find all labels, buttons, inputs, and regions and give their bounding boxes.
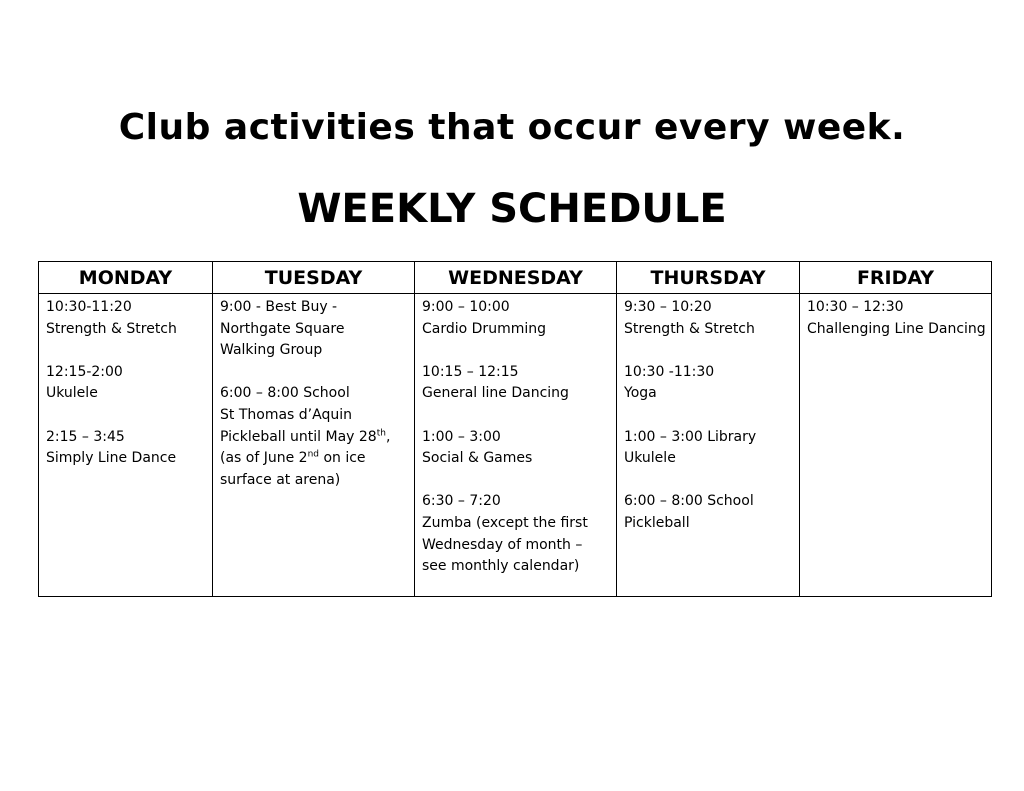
activity-line: Ukulele [624, 450, 676, 467]
activity-line: (as of June 2nd on ice [220, 449, 366, 467]
activity-line: Walking Group [220, 342, 323, 359]
activity-line: Strength & Stretch [46, 320, 177, 337]
activity-line: 2:15 – 3:45 [46, 428, 125, 445]
page-title: Club activities that occur every week. [118, 107, 906, 148]
activity-entry [624, 427, 793, 470]
activity-line: 10:30 -11:30 [624, 363, 715, 380]
activity-entry [624, 297, 793, 340]
activity-line: Ukulele [46, 385, 98, 402]
activity-line: Yoga [624, 385, 657, 402]
activity-entry [422, 362, 610, 405]
activity-line: 12:15-2:00 [46, 363, 123, 380]
day-header: FRIDAY [800, 262, 992, 294]
activity-line: 6:00 – 8:00 School [624, 493, 754, 510]
ordinal-suffix: nd [307, 449, 319, 460]
activity-entry [422, 427, 610, 470]
activity-line: Challenging Line Dancing [807, 320, 986, 337]
activity-line: Pickleball until May 28th, [220, 427, 391, 445]
activity-line: 9:00 - Best Buy - [220, 299, 338, 315]
activity-entry [422, 297, 610, 340]
activity-entry [422, 491, 610, 577]
activity-line: Pickleball [624, 514, 690, 531]
activity-line: 10:30-11:20 [46, 299, 132, 315]
schedule-heading: WEEKLY SCHEDULE [297, 186, 727, 232]
weekly-schedule-table [38, 261, 992, 597]
activity-line: see monthly calendar) [422, 558, 580, 575]
activity-line: Wednesday of month – [422, 536, 583, 553]
activity-entry [220, 297, 408, 362]
day-cell-wednesday [415, 294, 617, 597]
activity-line: 9:00 – 10:00 [422, 299, 510, 315]
activity-line: Northgate Square [220, 320, 345, 337]
activity-line: 10:15 – 12:15 [422, 363, 519, 380]
day-cell-friday [800, 294, 992, 597]
table-row [39, 294, 992, 597]
activity-entry [46, 297, 206, 340]
activity-entry [46, 427, 206, 470]
activity-line: Simply Line Dance [46, 450, 177, 467]
activity-entry [624, 491, 793, 534]
day-cell-monday [39, 294, 213, 597]
activity-line: 6:30 – 7:20 [422, 493, 501, 510]
day-header: MONDAY [39, 262, 213, 294]
activity-line: General line Dancing [422, 385, 569, 402]
day-header: WEDNESDAY [415, 262, 617, 294]
activity-line: 1:00 – 3:00 [422, 428, 501, 445]
activity-line: 6:00 – 8:00 School [220, 385, 350, 402]
activity-line: Zumba (except the first [422, 514, 588, 531]
day-cell-tuesday [213, 294, 415, 597]
activity-entry [807, 297, 985, 340]
activity-line: Strength & Stretch [624, 320, 755, 337]
day-header: TUESDAY [213, 262, 415, 294]
activity-line: Social & Games [422, 450, 533, 467]
activity-entry [46, 362, 206, 405]
activity-line: St Thomas d’Aquin [220, 406, 352, 423]
activity-line: Cardio Drumming [422, 320, 546, 337]
activity-line: surface at arena) [220, 471, 341, 488]
activity-line: 10:30 – 12:30 [807, 299, 904, 315]
ordinal-suffix: th [376, 427, 386, 438]
activity-line: 9:30 – 10:20 [624, 299, 712, 315]
activity-line: 1:00 – 3:00 Library [624, 428, 757, 445]
activity-entry [624, 362, 793, 405]
table-header-row [39, 262, 992, 294]
day-header: THURSDAY [617, 262, 800, 294]
day-cell-thursday [617, 294, 800, 597]
activity-entry [220, 383, 408, 491]
